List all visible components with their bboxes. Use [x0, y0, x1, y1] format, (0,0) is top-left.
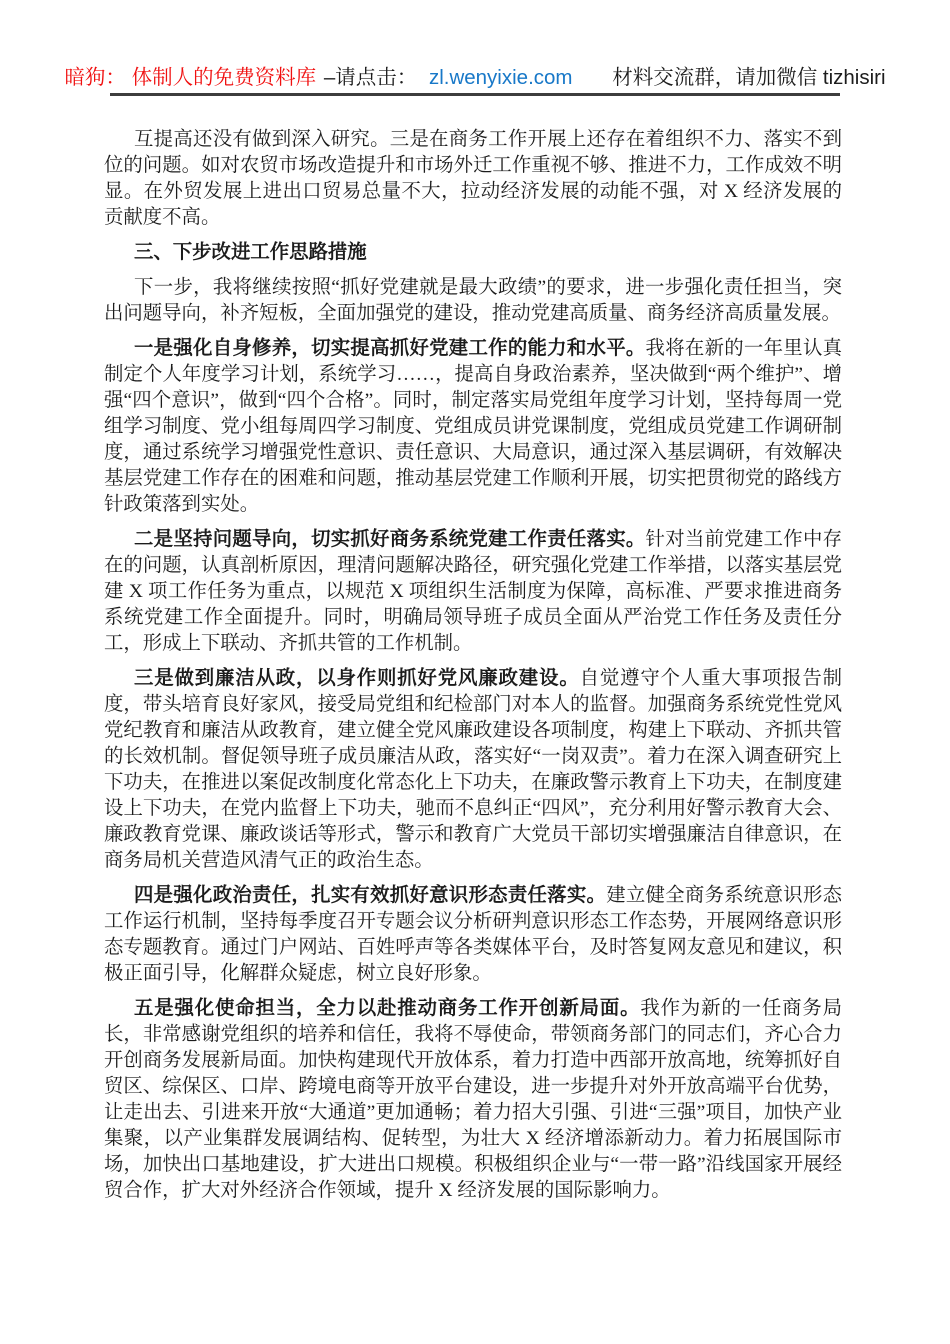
promo-brand-text: 暗狗： 体制人的免费资料库: [64, 66, 317, 89]
item-4-body: 建立健全商务系统意识形态工作运行机制，坚持每季度召开专题会议分析研判意识形态工作态势，开展网络意识形态专题教育。通过门户网站、百姓呼声等各类媒体平台，及时答复网友意见和建议，积极正面引导，化解群众疑虑，树立良好形象。: [104, 885, 843, 984]
promo-header: [0, 0, 950, 92]
paragraph-intro-continuation: 互提高还没有做到深入研究。三是在商务工作开展上还存在着组织不力、落实不到位的问题。如对农贸市场改造提升和市场外迁工作重视不够、推进不力，工作成效不明显。在外贸发展上进出口贸易总量不大，拉动经济发展的动能不强，对 X 经济发展的贡献度不高。: [104, 129, 842, 228]
header-divider: [110, 93, 840, 96]
item-5-lead: 五是强化使命担当，全力以赴推动商务工作开创新局面。: [134, 998, 641, 1019]
item-3-body: 自觉遵守个人重大事项报告制度，带头培育良好家风，接受局党组和纪检部门对本人的监督。加强商务系统党性党风党纪教育和廉洁从政教育，建立健全党风廉政建设各项制度，构建上下联动、齐抓共管的长效机制。督促领导班子成员廉洁从政，落实好“一岗双责”。着力在深入调查研究上下功夫，在推进以案促改制度化常态化上下功夫，在廉政警示教育上下功夫，在制度建设上下功夫，在党内监督上下功夫，驰而不息纠正“四风”，充分利用好警示教育大会、廉政教育党课、廉政谈话等形式，警示和教育广大党员干部切实增强廉洁自律意识，在商务局机关营造风清气正的政治生态。: [104, 668, 843, 871]
paragraph-item-2: [104, 527, 842, 657]
promo-wechat-note: 材料交流群，请加微信 tizhisiri: [612, 66, 886, 89]
item-2-body: 针对当前党建工作中存在的问题，认真剖析原因，理清问题解决路径，研究强化党建工作举措，以落实基层党建 X 项工作任务为重点，以规范 X 项组织生活制度为保障，高标准、严要求推进商务系统党建工作全面提升。同时，明确局领导班子成员全面从严治党工作任务及责任分工，形成上下联动、齐抓共管的工作机制。: [104, 529, 843, 654]
promo-click-prompt: –请点击：: [323, 66, 418, 89]
paragraph-item-5: [104, 996, 842, 1204]
paragraph-overview: 下一步，我将继续按照“抓好党建就是最大政绩”的要求，进一步强化责任担当，突出问题导向，补齐短板，全面加强党的建设，推动党建高质量、商务经济高质量发展。: [104, 277, 842, 324]
item-2-lead: 二是坚持问题导向，切实抓好商务系统党建工作责任落实。: [134, 529, 646, 550]
section-heading: 三、下步改进工作思路措施: [134, 242, 367, 263]
paragraph-item-4: [104, 883, 842, 987]
item-4-lead: 四是强化政治责任，扎实有效抓好意识形态责任落实。: [134, 885, 607, 906]
item-1-body: 我将在新的一年里认真制定个人年度学习计划，系统学习……，提高自身政治素养，坚决做到“两个维护”、增强“四个意识”，做到“四个合格”。同时，制定落实局党组年度学习计划，坚持每周一党组学习制度、党小组每周四学习制度、党组成员讲党课制度，党组成员党建工作调研制度，通过系统学习增强党性意识、责任意识、大局意识，通过深入基层调研，有效解决基层党建工作存在的困难和问题，推动基层党建工作顺利开展，切实把贯彻党的路线方针政策落到实处。: [104, 338, 843, 515]
item-3-lead: 三是做到廉洁从政，以身作则抓好党风廉政建设。: [134, 668, 580, 689]
paragraph-item-3: [104, 666, 842, 874]
item-5-body: 我作为新的一任商务局长，非常感谢党组织的培养和信任，我将不辱使命，带领商务部门的同志们，齐心合力开创商务发展新局面。加快构建现代开放体系，着力打造中西部开放高地，统筹抓好自贸区、综保区、口岸、跨境电商等开放平台建设，进一步提升对外开放高端平台优势，让走出去、引进来开放“大通道”更加通畅；着力招大引强、引进“三强”项目，加快产业集聚，以产业集群发展调结构、促转型，为壮大 X 经济增添新动力。着力拓展国际市场，加快出口基地建设，扩大进出口规模。积极组织企业与“一带一路”沿线国家开展经贸合作，扩大对外经济合作领域，提升 X 经济发展的国际影响力。: [104, 998, 843, 1201]
document-body: [104, 127, 842, 1204]
paragraph-item-1: [104, 336, 842, 518]
promo-site-link[interactable]: zl.wenyixie.com: [428, 66, 573, 89]
item-1-lead: 一是强化自身修养，切实提高抓好党建工作的能力和水平。: [134, 338, 646, 359]
